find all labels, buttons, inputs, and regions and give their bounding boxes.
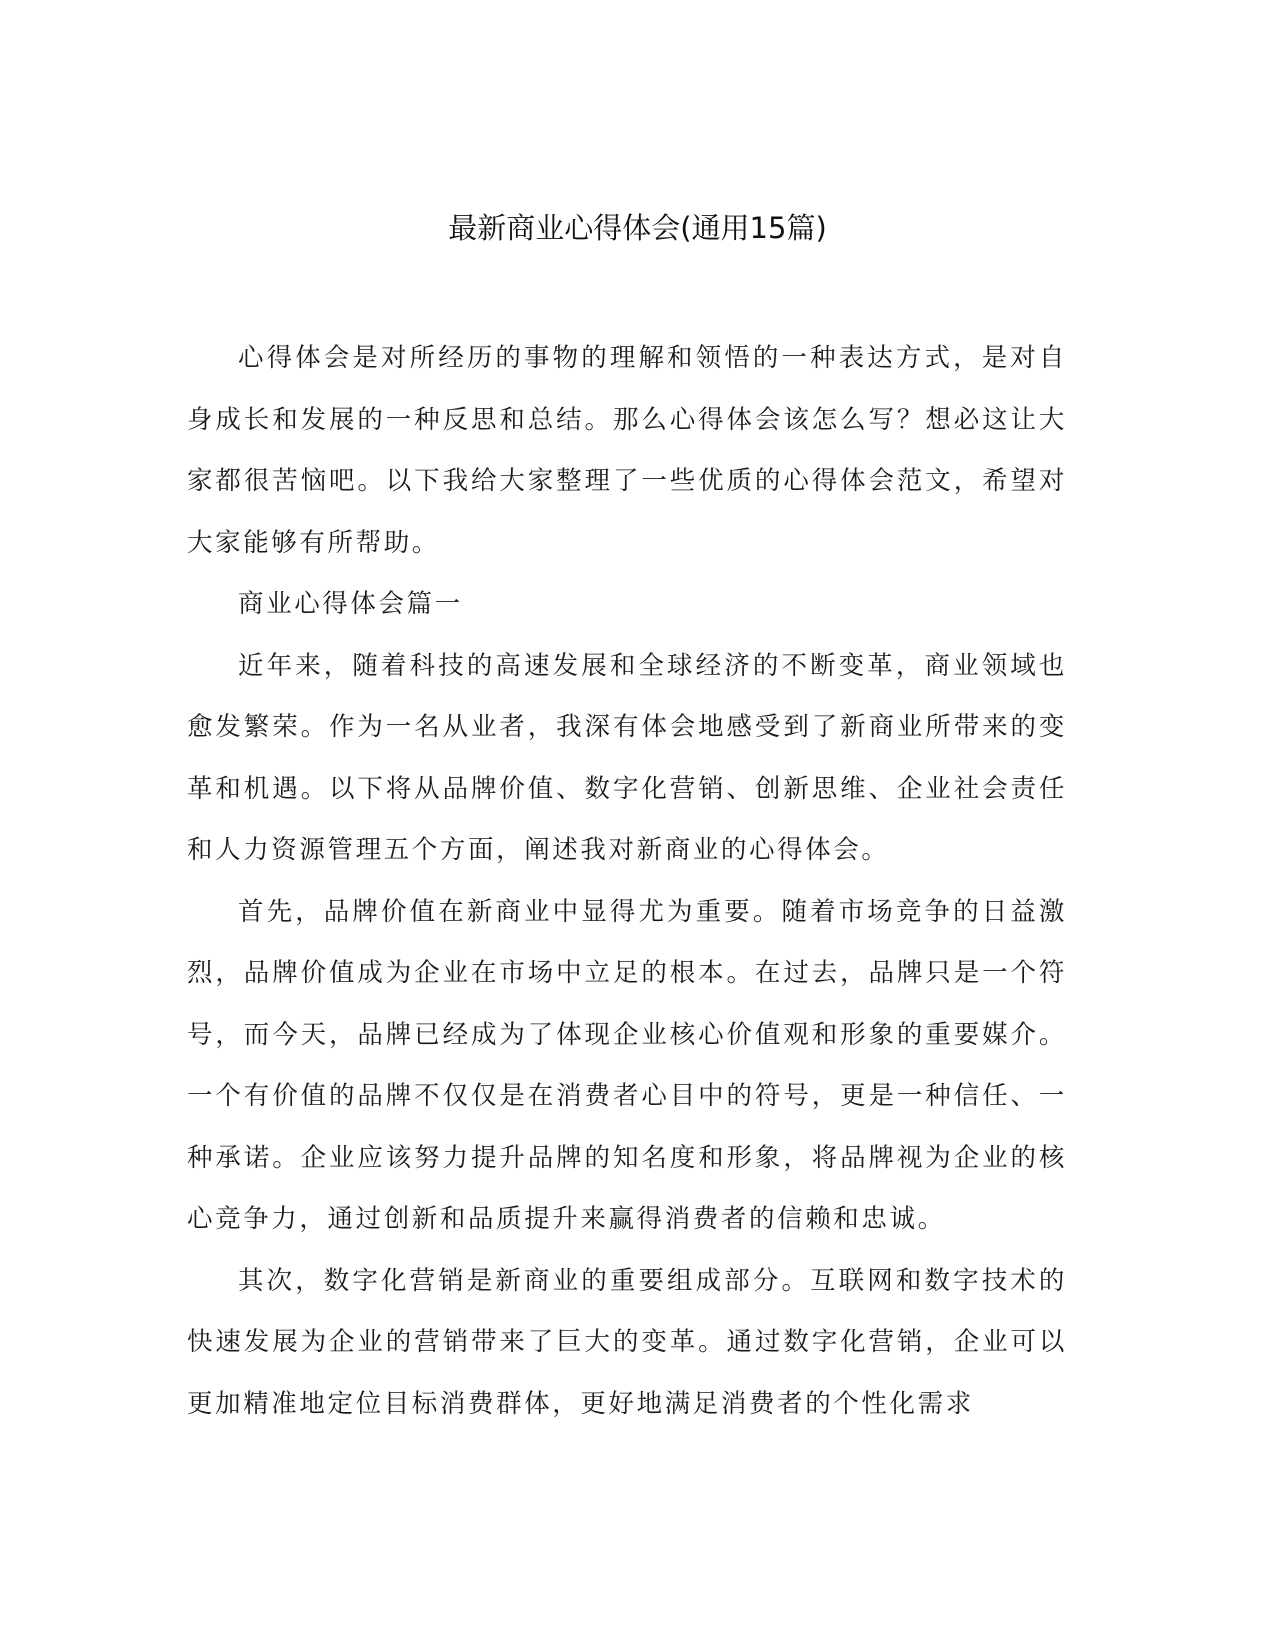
paragraph: 首先，品牌价值在新商业中显得尤为重要。随着市场竞争的日益激烈，品牌价值成为企业在市场中立足的根本。在过去，品牌只是一个符号，而今天，品牌已经成为了体现企业核心价值观和形象的重要媒介。一个有价值的品牌不仅仅是在消费者心目中的符号，更是一种信任、一种承诺。企业应该努力提升品牌的知名度和形象，将品牌视为企业的核心竞争力，通过创新和品质提升来赢得消费者的信赖和忠诚。 [187,896,1067,1234]
document-body [187,328,1067,1435]
paragraph: 其次，数字化营销是新商业的重要组成部分。互联网和数字技术的快速发展为企业的营销带来了巨大的变革。通过数字化营销，企业可以更加精准地定位目标消费群体，更好地满足消费者的个性化需求 [187,1265,1067,1419]
paragraph: 近年来，随着科技的高速发展和全球经济的不断变革，商业领域也愈发繁荣。作为一名从业者，我深有体会地感受到了新商业所带来的变革和机遇。以下将从品牌价值、数字化营销、创新思维、企业社会责任和人力资源管理五个方面，阐述我对新商业的心得体会。 [187,650,1067,865]
document-title: 最新商业心得体会(通用15篇) [448,211,827,245]
section-heading: 商业心得体会篇一 [238,589,463,619]
paragraph-intro: 心得体会是对所经历的事物的理解和领悟的一种表达方式，是对自身成长和发展的一种反思和总结。那么心得体会该怎么写？想必这让大家都很苦恼吧。以下我给大家整理了一些优质的心得体会范文，希望对大家能够有所帮助。 [187,343,1067,558]
